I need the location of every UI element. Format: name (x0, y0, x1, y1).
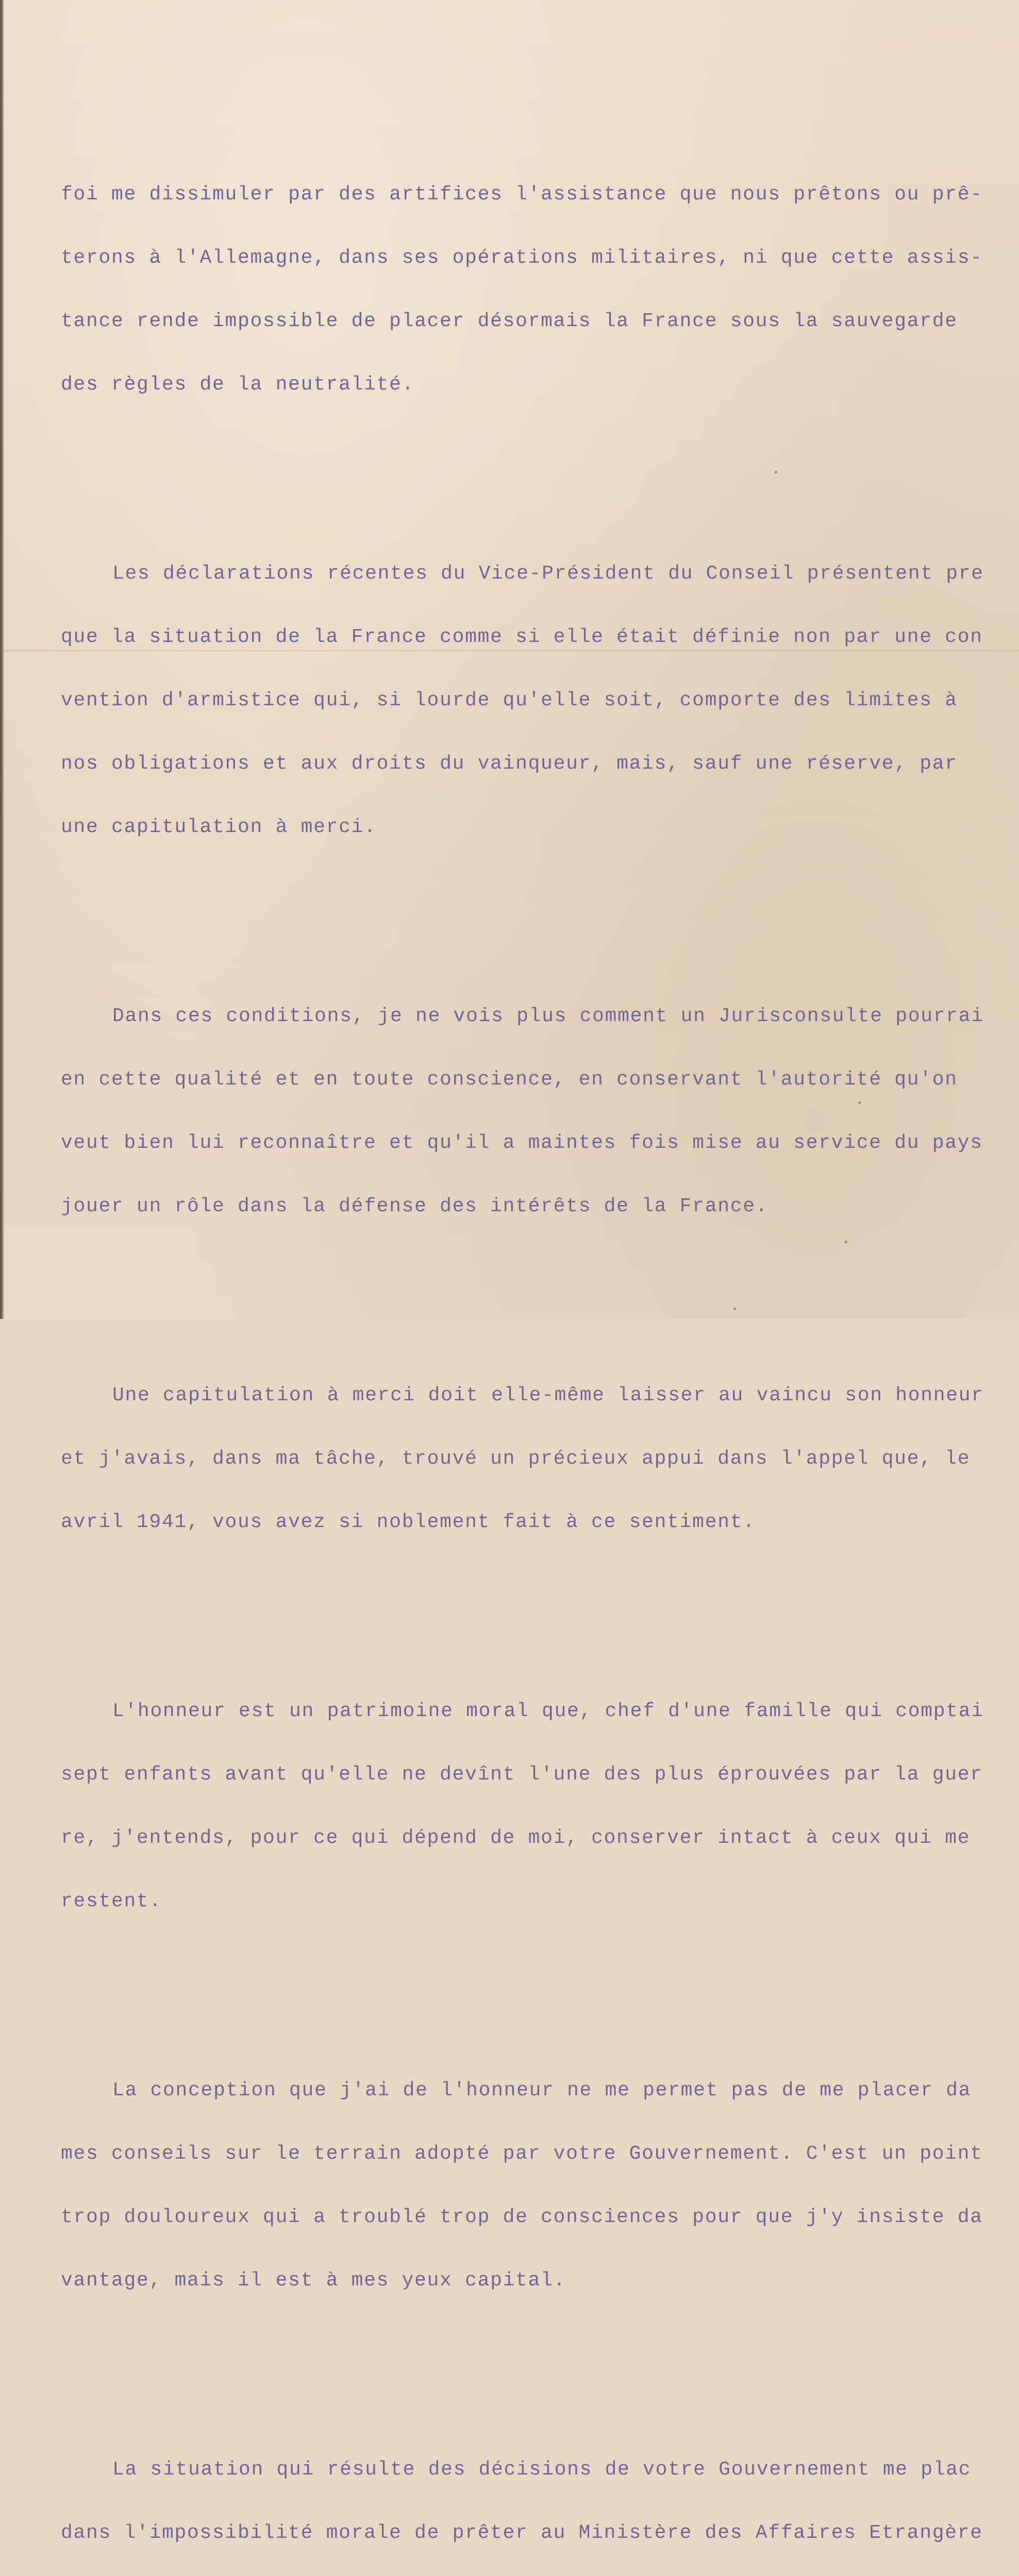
paragraph-1 (61, 142, 983, 437)
text-line: dans l'impossibilité morale de prêter au Ministère des Affaires Etrangère (61, 2522, 983, 2544)
paper-speck (845, 1241, 847, 1243)
paragraph-7 (61, 2417, 983, 2576)
paper-speck (775, 471, 777, 473)
text-line: que la situation de la France comme si elle était définie non par une con (61, 626, 983, 648)
text-line: des règles de la neutralité. (61, 374, 415, 396)
text-line: La situation qui résulte des décisions de votre Gouvernement me plac (112, 2459, 972, 2481)
text-line: mes conseils sur le terrain adopté par votre Gouvernement. C'est un point (61, 2143, 983, 2165)
typewritten-letter-body (61, 78, 984, 2576)
paragraph-2 (61, 521, 984, 880)
text-line: vantage, mais il est à mes yeux capital. (61, 2269, 566, 2292)
text-line: et j'avais, dans ma tâche, trouvé un précieux appui dans l'appel que, le (61, 1448, 971, 1470)
text-line: nos obligations et aux droits du vainqueur, mais, sauf une réserve, par (61, 753, 958, 775)
text-line: re, j'entends, pour ce qui dépend de moi, conserver intact à ceux qui me (61, 1827, 971, 1849)
text-line: veut bien lui reconnaître et qu'il a maintes fois mise au service du pays (61, 1132, 983, 1154)
paragraph-4 (61, 1343, 984, 1575)
paper-speck (858, 1101, 861, 1104)
text-line: L'honneur est un patrimoine moral que, chef d'une famille qui comptai (112, 1700, 984, 1722)
paper-speck (733, 1308, 736, 1310)
text-line: trop douloureux qui a troublé trop de consciences pour que j'y insiste da (61, 2206, 983, 2228)
text-line: une capitulation à merci. (61, 816, 377, 838)
text-line: jouer un rôle dans la défense des intérêts de la France. (61, 1195, 769, 1217)
text-line: Les déclarations récentes du Vice-Président du Conseil présentent pre (112, 563, 984, 585)
text-line: restent. (61, 1890, 162, 1912)
paragraph-5 (61, 1658, 984, 1954)
text-line: avril 1941, vous avez si noblement fait à ce sentiment. (61, 1511, 756, 1533)
text-line: sept enfants avant qu'elle ne devînt l'une des plus éprouvées par la guer (61, 1764, 983, 1786)
text-line: La conception que j'ai de l'honneur ne me permet pas de me placer da (112, 2079, 972, 2102)
text-line: foi me dissimuler par des artifices l'assistance que nous prêtons ou prê- (61, 183, 983, 206)
text-line: en cette qualité et en toute conscience, en conservant l'autorité qu'on (61, 1069, 958, 1091)
text-line: vention d'armistice qui, si lourde qu'elle soit, comporte des limites à (61, 689, 958, 711)
text-line: Une capitulation à merci doit elle-même laisser au vaincu son honneur (112, 1384, 984, 1406)
paragraph-6 (61, 2038, 983, 2333)
text-line: tance rende impossible de placer désormais la France sous la sauvegarde (61, 310, 958, 332)
text-line: Dans ces conditions, je ne vois plus comment un Jurisconsulte pourrai (112, 1005, 984, 1027)
paragraph-3 (61, 963, 984, 1259)
page-edge-shadow (0, 0, 4, 1319)
text-line: terons à l'Allemagne, dans ses opérations militaires, ni que cette assis- (61, 247, 983, 269)
